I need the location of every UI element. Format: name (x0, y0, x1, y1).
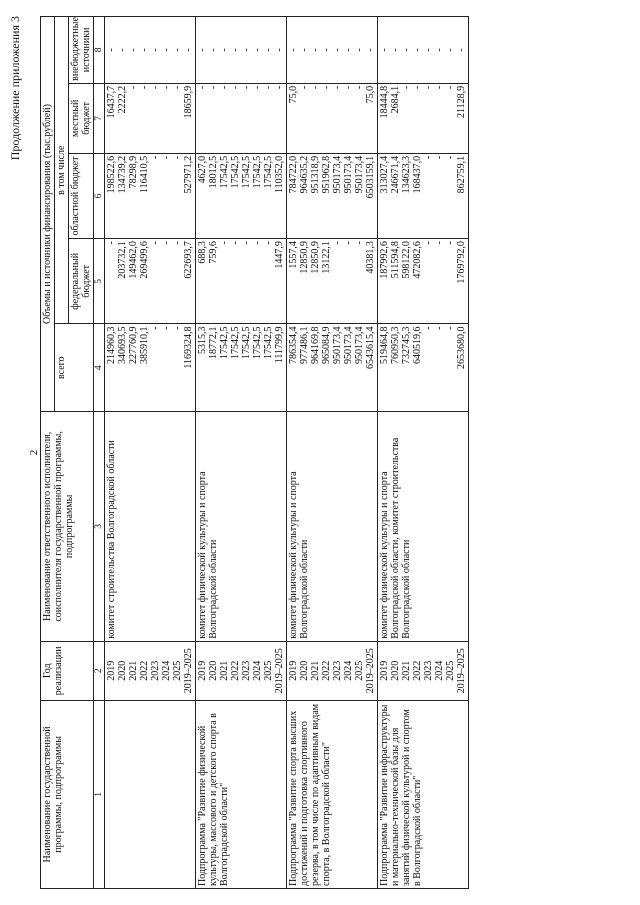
regional-cell (287, 153, 378, 238)
value: 2653680,0 (456, 326, 468, 369)
value: 6543615,4 (365, 326, 377, 369)
value: - (434, 85, 446, 90)
program-name-cell: Подпрограмма "Развитие физической культуры, массового и детского спорта в Волгоградской области" (196, 700, 287, 888)
value: 168437,0 (412, 155, 424, 194)
value: - (230, 48, 242, 52)
value: 688,3 (197, 241, 209, 264)
value: - (274, 85, 286, 90)
value: - (288, 48, 300, 52)
value: - (150, 85, 162, 90)
value: 760950,3 (390, 326, 402, 364)
federal-cell (105, 239, 196, 324)
regional-cell (378, 153, 469, 238)
value: 313027,4 (379, 155, 391, 194)
value: 950173,4 (332, 326, 344, 364)
value: 111799,9 (274, 326, 286, 364)
value: - (423, 241, 435, 245)
value: - (412, 85, 424, 90)
value: 2021 (128, 660, 140, 681)
total-cell (105, 324, 196, 412)
value: 17542,5 (219, 326, 231, 359)
value: - (106, 48, 118, 52)
local-cell (105, 83, 196, 153)
value: - (208, 48, 220, 52)
value: - (343, 48, 355, 52)
federal-cell (287, 239, 378, 324)
value: 227760,9 (128, 326, 140, 364)
value: 78298,9 (128, 155, 140, 189)
value: - (252, 48, 264, 52)
value: 12850,9 (299, 241, 311, 274)
value: 1447,9 (274, 241, 286, 269)
value: 17542,5 (263, 326, 275, 359)
value: 18772,1 (208, 326, 220, 359)
value: - (401, 48, 413, 52)
value: 2020 (117, 660, 129, 681)
value: - (139, 48, 151, 52)
value: - (412, 48, 424, 52)
value: - (434, 241, 446, 245)
value: 18012,5 (208, 155, 220, 189)
value: 2022 (412, 660, 424, 681)
value: 951962,8 (321, 155, 333, 194)
value: - (252, 85, 264, 90)
value: - (197, 85, 209, 90)
value: 950173,4 (343, 155, 355, 194)
value: 17542,5 (230, 326, 242, 359)
value: 1769792,0 (456, 241, 468, 284)
value: 977486,1 (299, 326, 311, 364)
value: 622693,7 (183, 241, 195, 279)
value: - (321, 85, 333, 90)
value: - (445, 155, 457, 160)
value: - (445, 48, 457, 52)
header-year: Год реализации (41, 641, 94, 700)
value: 134739,2 (117, 155, 129, 194)
value: 214960,3 (106, 326, 118, 364)
value: 2019 (379, 660, 391, 681)
value: - (161, 155, 173, 160)
value: 17542,5 (252, 155, 264, 189)
value: - (161, 48, 173, 52)
value: - (434, 155, 446, 160)
value: 2024 (252, 660, 264, 681)
value: - (445, 85, 457, 90)
executor-cell: комитет физической культуры и спорта Волгоградской области, комитет строительства Волгоградской области (378, 412, 469, 642)
value: 2222,2 (117, 85, 129, 114)
value: - (150, 241, 162, 245)
value: 2021 (310, 660, 322, 681)
value: - (423, 85, 435, 90)
value: - (423, 155, 435, 160)
value: 1169324,8 (183, 326, 195, 369)
value: 17542,5 (263, 155, 275, 189)
value: 2022 (230, 660, 242, 681)
year-cell (196, 641, 287, 700)
table-row (287, 17, 378, 889)
value: 2021 (219, 660, 231, 681)
value: 18659,9 (183, 85, 195, 119)
value: - (423, 326, 435, 330)
value: - (263, 48, 275, 52)
header-total: всего (55, 324, 94, 412)
value: - (434, 326, 446, 330)
value: 17542,5 (219, 155, 231, 189)
local-cell (378, 83, 469, 153)
col-num: 4 (94, 324, 105, 412)
value: - (263, 241, 275, 245)
funding-table (40, 16, 469, 889)
value: 134623,3 (401, 155, 413, 194)
value: 950173,4 (354, 326, 366, 364)
extra-cell (287, 17, 378, 84)
federal-cell (196, 239, 287, 324)
value: - (252, 241, 264, 245)
value: 519464,8 (379, 326, 391, 364)
value: - (423, 48, 435, 52)
value: 2025 (172, 660, 184, 681)
executor-cell: комитет физической культуры и спорта Волгоградской области (196, 412, 287, 642)
value: 2019–2025 (365, 648, 377, 694)
value: - (456, 48, 468, 52)
value: 786354,4 (288, 326, 300, 364)
value: 17542,5 (252, 326, 264, 359)
value: 784722,0 (288, 155, 300, 194)
value: 964635,2 (299, 155, 311, 194)
value: 17542,5 (241, 326, 253, 359)
value: - (401, 85, 413, 90)
value: - (241, 48, 253, 52)
value: - (241, 241, 253, 245)
value: 527971,2 (183, 155, 195, 194)
value: - (299, 48, 311, 52)
value: 598122,0 (401, 241, 413, 279)
executor-cell: комитет физической культуры и спорта Волгоградской области (287, 412, 378, 642)
value: 246671,4 (390, 155, 402, 194)
value: 759,6 (208, 241, 220, 264)
value: - (219, 85, 231, 90)
value: - (117, 48, 129, 52)
value: - (172, 241, 184, 245)
value: 2019 (197, 660, 209, 681)
value: - (183, 48, 195, 52)
col-num: 7 (94, 83, 105, 153)
header-program: Наименование государственной программы, подпрограммы (41, 700, 94, 888)
value: - (241, 85, 253, 90)
value: - (150, 48, 162, 52)
value: 21128,9 (456, 85, 468, 118)
value: 2022 (321, 660, 333, 681)
value: 2024 (343, 660, 355, 681)
value: - (343, 85, 355, 90)
value: - (332, 48, 344, 52)
value: 116410,5 (139, 155, 151, 193)
value: - (354, 48, 366, 52)
value: - (161, 85, 173, 90)
value: 640519,6 (412, 326, 424, 364)
value: 269499,6 (139, 241, 151, 279)
value: 16437,7 (106, 85, 118, 119)
value: - (310, 48, 322, 52)
value: 2024 (434, 660, 446, 681)
table-row (378, 17, 469, 889)
value: 950173,4 (343, 326, 355, 364)
value: 4627,0 (197, 155, 209, 184)
value: 110352,0 (274, 155, 286, 193)
value: 2019 (288, 660, 300, 681)
value: 2022 (139, 660, 151, 681)
value: - (161, 241, 173, 245)
value: 385910,1 (139, 326, 151, 364)
value: - (208, 85, 220, 90)
value: 2019–2025 (183, 648, 195, 694)
value: 203732,1 (117, 241, 129, 279)
value: 511594,8 (390, 241, 402, 279)
value: - (321, 48, 333, 52)
executor-cell: комитет строительства Волгоградской области (105, 412, 196, 642)
header-extra: внебюджетные источники (69, 17, 94, 84)
header-including: в том числе (55, 17, 69, 324)
extra-cell (196, 17, 287, 84)
value: 732745,3 (401, 326, 413, 364)
value: - (139, 85, 151, 90)
value: 75,0 (365, 85, 377, 104)
value: - (150, 326, 162, 330)
value: - (365, 48, 377, 52)
value: 2025 (445, 660, 457, 681)
header-executor: Наименование ответственного исполнителя, соисполнителя государственной программы, подпрограммы (41, 412, 94, 642)
value: - (434, 48, 446, 52)
value: - (172, 155, 184, 160)
value: 2684,1 (390, 85, 402, 114)
header-regional: областной бюджет (69, 153, 94, 238)
value: - (172, 326, 184, 330)
value: - (161, 326, 173, 330)
value: - (230, 85, 242, 90)
year-cell (105, 641, 196, 700)
value: - (219, 48, 231, 52)
table-row (196, 17, 287, 889)
value: 2019–2025 (456, 648, 468, 694)
header-local: местный бюджет (69, 83, 94, 153)
value: 951318,9 (310, 155, 322, 194)
value: - (197, 48, 209, 52)
col-num: 6 (94, 153, 105, 238)
value: 2023 (150, 660, 162, 681)
value: 2021 (401, 660, 413, 681)
value: - (445, 326, 457, 330)
value: 2024 (161, 660, 173, 681)
col-num: 2 (94, 641, 105, 700)
extra-cell (105, 17, 196, 84)
total-cell (287, 324, 378, 412)
value: - (274, 48, 286, 52)
value: - (332, 241, 344, 245)
value: 2019–2025 (274, 648, 286, 694)
value: 187992,6 (379, 241, 391, 279)
value: 2023 (332, 660, 344, 681)
value: 5315,3 (197, 326, 209, 354)
value: 17542,5 (241, 155, 253, 189)
col-num: 3 (94, 412, 105, 642)
value: 2025 (263, 660, 275, 681)
value: - (128, 85, 140, 90)
value: - (332, 85, 344, 90)
value: 2025 (354, 660, 366, 681)
value: 2023 (241, 660, 253, 681)
value: 2020 (299, 660, 311, 681)
value: - (128, 48, 140, 52)
value: 2023 (423, 660, 435, 681)
value: 1557,4 (288, 241, 300, 269)
value: 950173,4 (354, 155, 366, 194)
value: 12850,9 (310, 241, 322, 274)
value: - (172, 48, 184, 52)
continuation-note: Продолжение приложения 3 (8, 16, 22, 161)
local-cell (196, 83, 287, 153)
value: 149462,0 (128, 241, 140, 279)
value: - (230, 241, 242, 245)
year-cell (287, 641, 378, 700)
value: - (219, 241, 231, 245)
header-federal: федеральный бюджет (69, 239, 94, 324)
value: 198522,6 (106, 155, 118, 194)
value: 472082,6 (412, 241, 424, 279)
value: - (263, 85, 275, 90)
col-num: 5 (94, 239, 105, 324)
value: 2019 (106, 660, 118, 681)
value: 40381,3 (365, 241, 377, 274)
local-cell (287, 83, 378, 153)
col-num: 1 (94, 700, 105, 888)
col-num: 8 (94, 17, 105, 84)
value: - (150, 155, 162, 160)
value: - (390, 48, 402, 52)
regional-cell (196, 153, 287, 238)
table-row (105, 17, 196, 889)
value: 2020 (390, 660, 402, 681)
value: - (310, 85, 322, 90)
total-cell (378, 324, 469, 412)
value: 964169,8 (310, 326, 322, 364)
program-name-cell (105, 700, 196, 888)
value: 13122,1 (321, 241, 333, 274)
value: 17542,5 (230, 155, 242, 189)
value: - (379, 48, 391, 52)
value: - (106, 241, 118, 245)
program-name-cell: Подпрограмма "Развитие спорта высших достижений и подготовка спортивного резерва, в том числе по адаптивным видам спорта, в Волгоградской области" (287, 700, 378, 888)
value: - (354, 241, 366, 245)
value: 18444,8 (379, 85, 391, 119)
value: - (354, 85, 366, 90)
value: 862759,1 (456, 155, 468, 194)
regional-cell (105, 153, 196, 238)
value: 2020 (208, 660, 220, 681)
value: 340693,5 (117, 326, 129, 364)
program-name-cell: Подпрограмма "Развитие инфраструктуры и материально-технической базы для занятий физической культурой и спортом в Волгоградской области" (378, 700, 469, 888)
total-cell (196, 324, 287, 412)
page-number: 2 (28, 449, 40, 456)
value: - (299, 85, 311, 90)
value: 6503159,1 (365, 155, 377, 199)
value: 965084,9 (321, 326, 333, 364)
value: - (172, 85, 184, 90)
value: 75,0 (288, 85, 300, 104)
extra-cell (378, 17, 469, 84)
value: - (445, 241, 457, 245)
year-cell (378, 641, 469, 700)
federal-cell (378, 239, 469, 324)
header-funding: Объемы и источники финансирования (тыс.рублей) (41, 17, 55, 412)
value: 950173,4 (332, 155, 344, 194)
value: - (343, 241, 355, 245)
